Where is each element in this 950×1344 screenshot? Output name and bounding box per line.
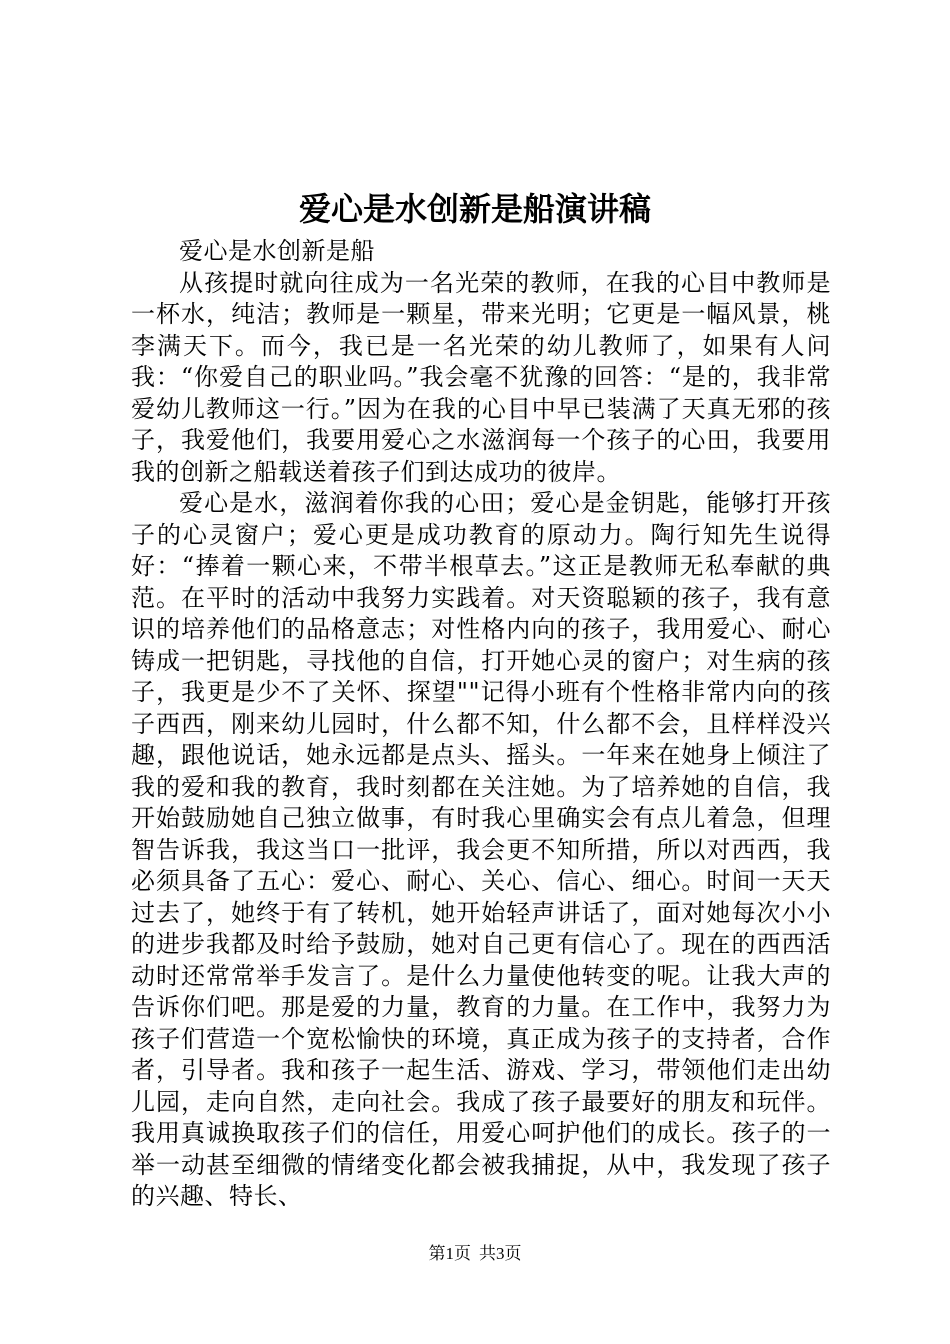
paragraph: 从孩提时就向往成为一名光荣的教师，在我的心目中教师是一杯水，纯洁；教师是一颗星，带来光明；它更是一幅风景，桃李满天下。而今，我已是一名光荣的幼儿教师了，如果有人问我：“你爱自己的职业吗。”我会毫不犹豫的回答：“是的，我非常爱幼儿教师这一行。”因为在我的心目中早已装满了天真无邪的孩子，我爱他们，我要用爱心之水滋润每一个孩子的心田，我要用我的创新之船载送着孩子们到达成功的彼岸。 — [131, 268, 831, 486]
paragraph: 爱心是水，滋润着你我的心田；爱心是金钥匙，能够打开孩子的心灵窗户；爱心更是成功教育的原动力。陶行知先生说得好：“捧着一颗心来，不带半根草去。”这正是教师无私奉献的典范。在平时的活动中我努力实践着。对天资聪颖的孩子，我有意识的培养他们的品格意志；对性格内向的孩子，我用爱心、耐心铸成一把钥匙，寻找他的自信，打开她心灵的窗户；对生病的孩子，我更是少不了关怀、探望""记得小班有个性格非常内向的孩子西西，刚来幼儿园时，什么都不知，什么都不会，且样样没兴趣，跟他说话，她永远都是点头、摇头。一年来在她身上倾注了我的爱和我的教育，我时刻都在关注她。为了培养她的自信，我开始鼓励她自己独立做事，有时我心里确实会有点儿着急，但理智告诉我，我这当口一批评，我会更不知所措，所以对西西，我必须具备了五心：爱心、耐心、关心、信心、细心。时间一天天过去了，她终于有了转机，她开始轻声讲话了，面对她每次小小的进步我都及时给予鼓励，她对自己更有信心了。现在的西西活动时还常常举手发言了。是什么力量使他转变的呢。让我大声的告诉你们吧。那是爱的力量，教育的力量。在工作中，我努力为孩子们营造一个宽松愉快的环境，真正成为孩子的支持者，合作者，引导者。我和孩子一起生活、游戏、学习，带领他们走出幼儿园，走向自然，走向社会。我成了孩子最要好的朋友和玩伴。我用真诚换取孩子们的信任，用爱心呵护他们的成长。孩子的一举一动甚至细微的情绪变化都会被我捕捉，从中，我发现了孩子的兴趣、特长、 — [131, 489, 831, 1210]
paragraph-subtitle: 爱心是水创新是船 — [179, 237, 375, 265]
page-number: 第1页 — [428, 1244, 471, 1263]
document-title: 爱心是水创新是船演讲稿 — [298, 190, 651, 228]
page-footer — [0, 1242, 950, 1266]
document-body — [131, 236, 831, 1213]
page-total: 共3页 — [479, 1244, 522, 1263]
